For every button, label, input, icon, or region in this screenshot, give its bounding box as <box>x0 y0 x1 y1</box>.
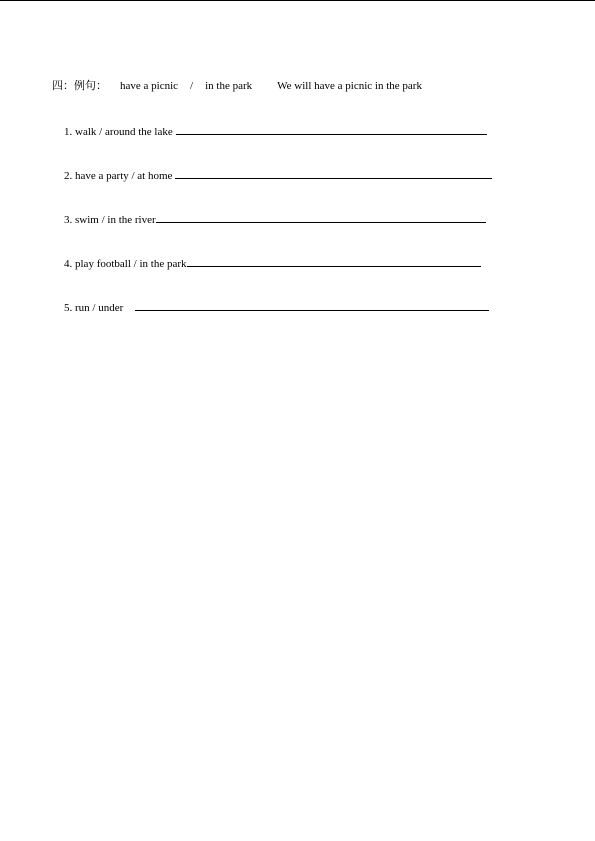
exercise-prompt: 3. swim / in the river <box>64 214 156 226</box>
example-phrase-action: have a picnic <box>120 80 179 92</box>
answer-blank[interactable] <box>156 211 486 223</box>
exercise-item-3 <box>64 211 486 227</box>
exercise-item-4 <box>64 255 481 271</box>
example-sentence-row <box>52 79 422 93</box>
exercise-item-1 <box>64 123 487 139</box>
top-border-line <box>0 0 595 1</box>
answer-blank[interactable] <box>175 167 492 179</box>
example-separator: / <box>190 80 194 92</box>
answer-blank[interactable] <box>135 299 489 311</box>
exercise-prompt: 2. have a party / at home <box>64 170 173 182</box>
example-answer-sentence: We will have a picnic in the park <box>277 80 422 92</box>
answer-blank[interactable] <box>176 123 487 135</box>
exercise-prompt: 1. walk / around the lake <box>64 126 173 138</box>
exercise-prompt: 5. run / under <box>64 302 124 314</box>
exercise-prompt: 4. play football / in the park <box>64 258 187 270</box>
example-phrase-place: in the park <box>205 80 253 92</box>
section-heading: 四：例句： <box>52 79 107 92</box>
answer-blank[interactable] <box>187 255 481 267</box>
exercise-item-2 <box>64 167 492 183</box>
exercise-item-5 <box>64 299 489 315</box>
